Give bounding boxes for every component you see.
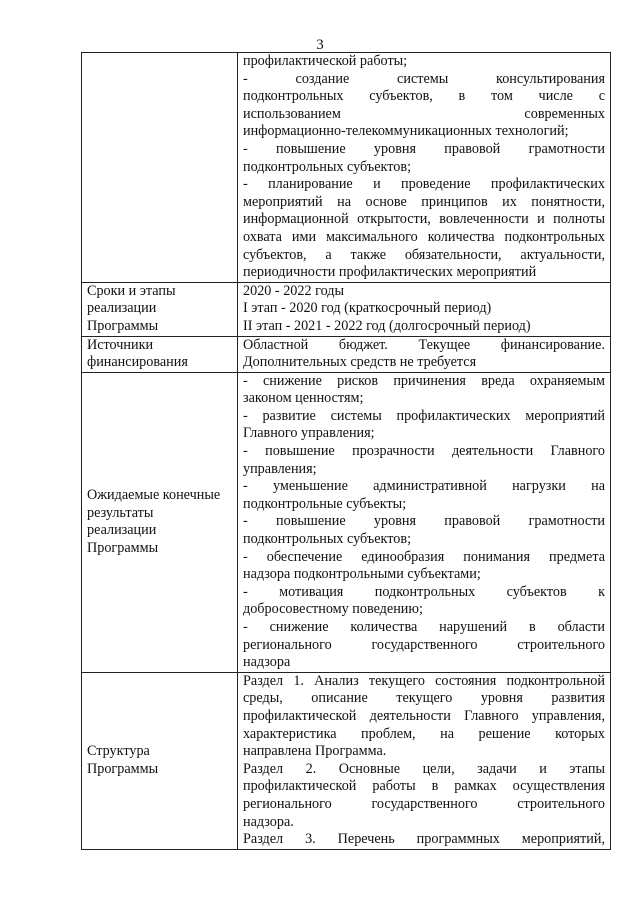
row-content-line: управления; [243,460,317,477]
program-passport-table [81,52,611,850]
row-label-line: Программы [87,317,159,334]
row-content-line: периодичности профилактических мероприятий [243,264,537,281]
row-content-line: подконтрольных субъектов; [243,531,412,548]
row-content-line: профилактической работы в рамках осуществления [243,778,605,795]
row-content-line: регионального государственного строительного [243,795,605,812]
row-content-line: информационно-телекоммуникационных технологий; [243,123,569,140]
row-content-line: законом ценностям; [243,390,364,407]
row-label [82,372,238,672]
row-label-line: Программы [87,760,159,777]
row-content-line: - уменьшение административной нагрузки на [243,478,605,495]
row-label-line: Источники [87,336,154,353]
row-content-line: - мотивация подконтрольных субъектов к [243,583,605,600]
row-label [82,53,238,283]
row-content-line: субъектов, а также обязательности, актуальности, [243,246,605,263]
row-content-line: Раздел 3. Перечень программных мероприятий, [243,831,605,848]
row-content-line: регионального государственного строительного [243,636,605,653]
row-content [238,672,611,849]
row-content-line: Раздел 2. Основные цели, задачи и этапы [243,760,605,777]
row-content-line: Раздел 1. Анализ текущего состояния подконтрольной [243,672,605,689]
row-content-line: - повышение уровня правовой грамотности [243,513,605,530]
row-content-line: надзора. [243,813,294,830]
row-content-line: направлена Программа. [243,743,387,760]
row-label-line: Программы [87,539,159,556]
row-content-line: надзора [243,654,291,671]
row-content-line: среды, описание текущего уровня развития [243,690,605,707]
row-content-line: - развитие системы профилактических мероприятий [243,407,605,424]
row-label-line: Сроки и этапы [87,282,176,299]
row-content-line: Главного управления; [243,425,375,442]
row-content-line: Дополнительных средств не требуется [243,354,477,371]
table-row [82,53,611,283]
row-content-line: - снижение рисков причинения вреда охраняемым [243,372,605,389]
table-row [82,336,611,372]
row-label [82,282,238,336]
row-content-line: профилактической деятельности Главного управления, [243,707,605,724]
row-content-line: - создание системы консультирования [243,70,605,87]
row-content-line: - повышение уровня правовой грамотности [243,140,605,157]
row-content-line: мероприятий на основе принципов их понятности, [243,193,605,210]
row-content [238,282,611,336]
row-content-line: II этап - 2021 - 2022 год (долгосрочный период) [243,317,531,334]
row-content [238,372,611,672]
row-label-line: финансирования [87,354,188,371]
row-label-line: реализации [87,300,157,317]
row-content-line: использованием современных [243,105,605,122]
row-content-line: I этап - 2020 год (краткосрочный период) [243,300,492,317]
row-label [82,336,238,372]
row-content-line: подконтрольные субъекты; [243,495,407,512]
row-content-line: информационной открытости, вовлеченности и полноты [243,211,605,228]
row-content-line: надзора подконтрольными субъектами; [243,566,481,583]
row-label-line: результаты [87,504,154,521]
row-content-line: - повышение прозрачности деятельности Главного [243,443,605,460]
row-content-line: - снижение количества нарушений в области [243,619,605,635]
row-content-line: подконтрольных субъектов; [243,158,412,175]
row-label-line: реализации [87,522,157,539]
row-content-line: Областной бюджет. Текущее финансирование. [243,336,605,353]
row-label-line: Ожидаемые конечные [87,487,221,504]
row-label-line: Структура [87,743,150,760]
page-number: 3 [316,37,324,53]
row-content-line: охвата ими максимального количества подконтрольных [243,228,605,245]
table-row [82,372,611,672]
row-content-line: - планирование и проведение профилактических [243,176,605,193]
row-content-line: характеристика проблем, на решение которых [243,725,605,742]
row-content-line: - обеспечение единообразия понимания предмета [243,548,605,565]
table-row [82,282,611,336]
row-content [238,53,611,283]
row-label [82,672,238,849]
row-content-line: добросовестному поведению; [243,601,423,618]
table-row [82,672,611,849]
row-content [238,336,611,372]
row-content-line: 2020 - 2022 годы [243,282,345,299]
row-content-line: подконтрольных субъектов, в том числе с [243,88,605,105]
row-content-line: профилактической работы; [243,53,408,69]
